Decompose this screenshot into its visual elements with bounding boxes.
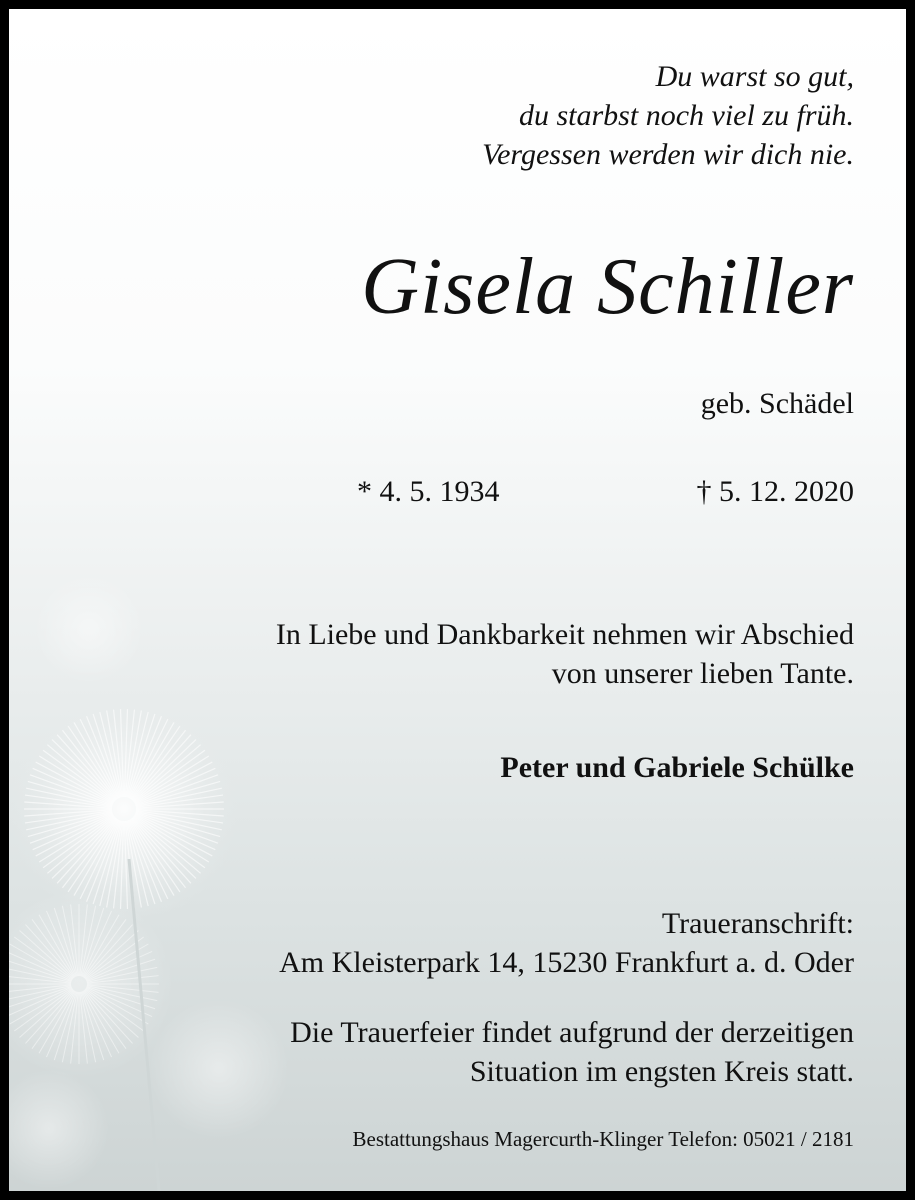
deceased-name: Gisela Schiller xyxy=(361,243,854,331)
birth-date: * 4. 5. 1934 xyxy=(357,475,500,508)
address-label: Traueranschrift: xyxy=(661,907,854,940)
motto-line: du starbst noch viel zu früh. xyxy=(519,99,854,132)
message-line: In Liebe und Dankbarkeit nehmen wir Abschied xyxy=(275,618,854,651)
ceremony-line: Die Trauerfeier findet aufgrund der derzeitigen xyxy=(290,1016,854,1049)
mourning-address xyxy=(279,904,854,982)
family-signature: Peter und Gabriele Schülke xyxy=(500,751,854,784)
motto-line: Vergessen werden wir dich nie. xyxy=(482,138,854,171)
ceremony-line: Situation im engsten Kreis statt. xyxy=(469,1055,854,1088)
ceremony-note xyxy=(290,1013,854,1091)
death-date: † 5. 12. 2020 xyxy=(696,475,854,508)
motto-line: Du warst so gut, xyxy=(655,60,854,93)
maiden-name: geb. Schädel xyxy=(700,387,854,420)
obituary-card xyxy=(9,9,906,1191)
motto xyxy=(482,57,854,174)
address-line: Am Kleisterpark 14, 15230 Frankfurt a. d. Oder xyxy=(279,946,854,979)
message-line: von unserer lieben Tante. xyxy=(551,657,854,690)
funeral-home-footer: Bestattungshaus Magercurth-Klinger Telefon: 05021 / 2181 xyxy=(352,1127,854,1151)
farewell-message xyxy=(276,615,854,693)
